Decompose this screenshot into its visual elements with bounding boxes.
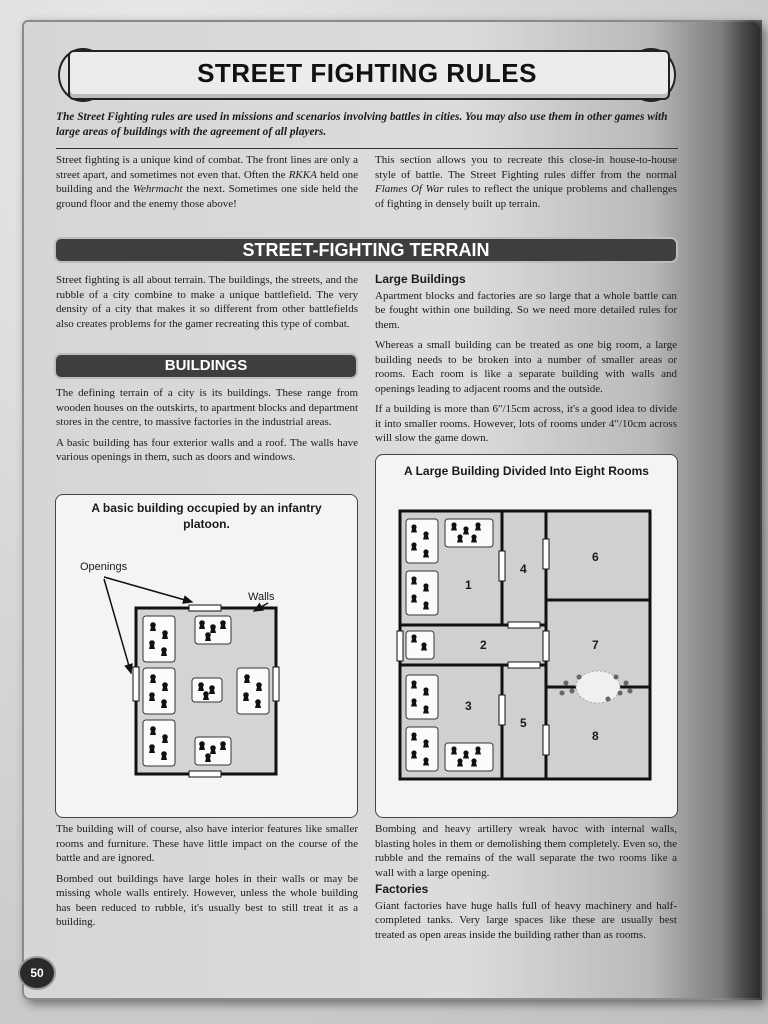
- figure-basic-building: [55, 494, 358, 818]
- terrain-paragraph: Street fighting is all about terrain. The buildings, the streets, and the rubble of a city combine to make a unique battlefield. The very density of a city that makes it so different from other battlefields also creates problems for the gamer recreating this type of combat.: [56, 274, 358, 330]
- section-heading-terrain: STREET-FIGHTING TERRAIN: [56, 239, 676, 261]
- large-buildings-column: [375, 272, 677, 452]
- section-heading-buildings: BUILDINGS: [56, 355, 356, 377]
- intro-left-paragraph: [56, 153, 358, 211]
- room-label-6: 6: [592, 550, 599, 564]
- page-number: 50: [20, 958, 54, 988]
- room-label-4: 4: [520, 562, 527, 576]
- intro-text: The Street Fighting rules are used in missions and scenarios involving battles in cities. You may also use them in other games with large areas of buildings with the agreement of all players.: [56, 111, 668, 138]
- bottom-column-left: [56, 822, 358, 936]
- text-run: the next. Sometimes one side held the ground floor and the enemy those above!: [56, 183, 358, 210]
- bottom-column-right: [375, 822, 677, 948]
- intro-right-paragraph: [375, 153, 677, 211]
- bottom-left-paragraph-1: The building will of course, also have interior features like smaller rooms and furniture. These have little impact on the course of the battle and are ignored.: [56, 823, 358, 864]
- basic-building-diagram: [56, 495, 357, 817]
- large-paragraph-1: Apartment blocks and factories are so large that a whole battle can be fought within one building. So we need more detailed rules for them.: [375, 289, 677, 331]
- room-label-5: 5: [520, 716, 527, 730]
- intro-column-right: [375, 153, 677, 217]
- room-label-2: 2: [480, 638, 487, 652]
- buildings-paragraph-1: The defining terrain of a city is its buildings. These range from wooden houses on the outskirts, to apartment blocks and department stores in the centre, to massive factories in the industrial areas.: [56, 387, 358, 428]
- title-banner: [58, 44, 676, 104]
- room-label-8: 8: [592, 729, 599, 743]
- large-paragraph-3: If a building is more than 6"/15cm across, it's a good idea to divide it into smaller rooms. However, lots of rooms under 4"/10cm across will slow the game down.: [375, 403, 677, 444]
- text-run: Street fighting is a unique kind of combat. The front lines are only a street apart, and sometimes not even that. Often the: [56, 154, 358, 181]
- large-building-diagram: [376, 455, 677, 817]
- text-run: held one building and the: [56, 168, 358, 195]
- bottom-right-paragraph-1: Bombing and heavy artillery wreak havoc with internal walls, blasting holes in them or demolishing them completely. Even so, the rubble and the remains of the wall separate the two rooms like a wall with a large opening.: [375, 823, 677, 879]
- room-label-7: 7: [592, 638, 599, 652]
- figure-title: A Large Building Divided Into Eight Rooms: [404, 464, 649, 478]
- text-run: This section allows you to recreate this close-in house-to-house style of battle. The Street Fighting rules differ from the normal: [375, 154, 677, 181]
- intro-column-left: [56, 153, 358, 217]
- wehrmacht-term: Wehrmacht: [132, 183, 183, 195]
- factories-paragraph: Giant factories have huge halls full of heavy machinery and half-completed tanks. Very large spaces like these are usually best treated as open areas inside the building rather than as rooms.: [375, 899, 677, 941]
- buildings-column: [56, 386, 358, 471]
- bottom-left-paragraph-2: Bombed out buildings have large holes in their walls or may be missing whole walls entirely. However, unless the whole building has been reduced to rubble, it's usually best to still treat it as a building.: [56, 872, 358, 928]
- figure-large-building: [375, 454, 678, 818]
- buildings-paragraph-2: A basic building has four exterior walls and a roof. The walls have various openings in them, such as doors and windows.: [56, 436, 358, 463]
- terrain-column-left: [56, 273, 358, 337]
- openings-label: Openings: [80, 561, 128, 573]
- divider: [56, 148, 678, 149]
- page-title: STREET FIGHTING RULES: [197, 58, 537, 88]
- walls-label: Walls: [248, 591, 275, 603]
- text-run: rules to reflect the unique problems and challenges of fighting in densely built up terrain.: [375, 183, 677, 210]
- large-buildings-heading: Large Buildings: [375, 272, 466, 286]
- rkka-term: RKKA: [288, 168, 317, 181]
- figure-title: A basic building occupied by an infantry platoon.: [91, 501, 322, 531]
- factories-heading: Factories: [375, 882, 429, 896]
- room-label-3: 3: [465, 699, 472, 713]
- room-label-1: 1: [465, 578, 472, 592]
- large-paragraph-2: Whereas a small building can be treated as one big room, a large building needs to be broken into a number of smaller areas or rooms. Each room is like a separate building with walls and openings leading to adjacent rooms and the outside.: [375, 339, 677, 395]
- paper-shadow: [722, 20, 762, 1000]
- flames-of-war-term: Flames Of War: [375, 183, 444, 195]
